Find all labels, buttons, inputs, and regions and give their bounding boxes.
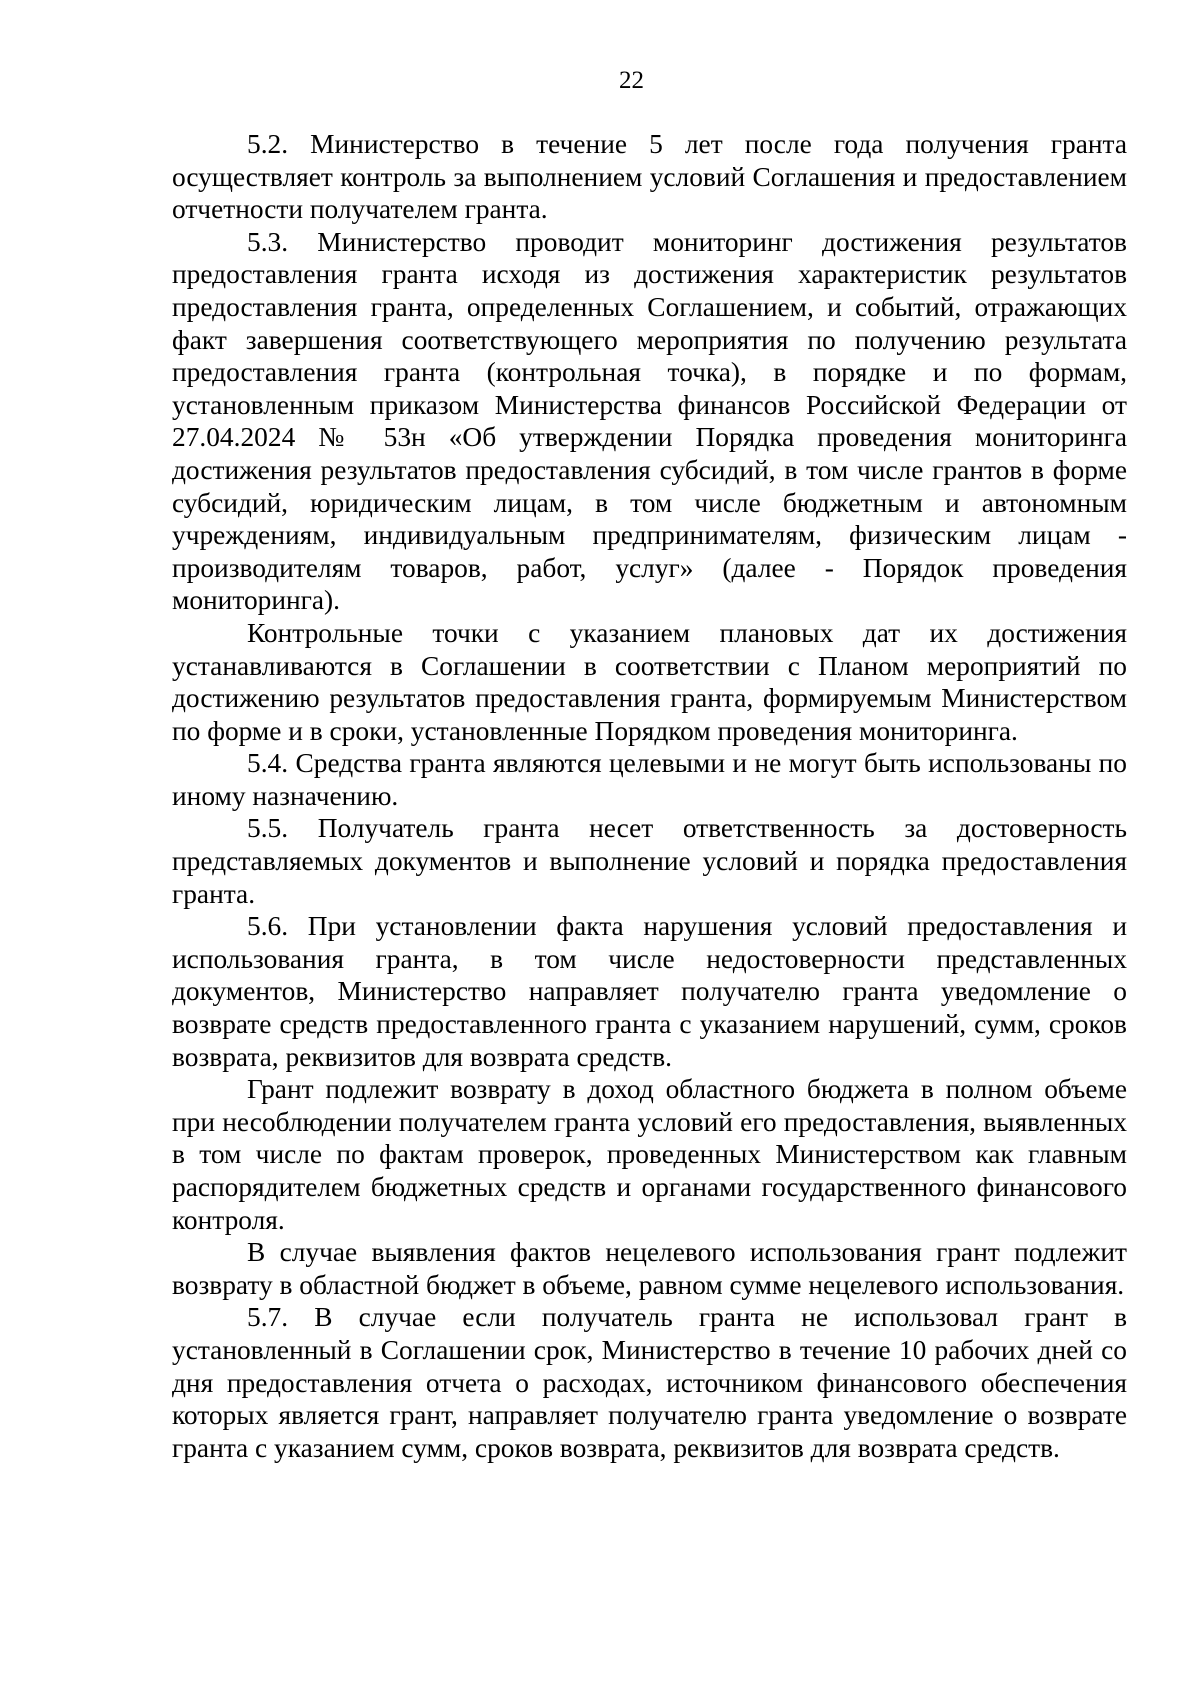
paragraph-5-6: 5.6. При установлении факта нарушения условий предоставления и использования гранта, в том числе недостоверности представленных документов, Министерство направляет получателю гранта уведомление о возврате средств предоставленного гранта с указанием нарушений, сумм, сроков возврата, реквизитов для возврата средств. xyxy=(172,911,1127,1072)
page-number: 22 xyxy=(619,67,644,94)
paragraph-5-4: 5.4. Средства гранта являются целевыми и не могут быть использованы по иному назначению. xyxy=(172,748,1127,811)
paragraph-5-7: 5.7. В случае если получатель гранта не использовал грант в установленный в Соглашении срок, Министерство в течение 10 рабочих дней со дня предоставления отчета о расходах, источником финансового обеспечения которых является грант, направляет получателю гранта уведомление о возврате гранта с указанием сумм, сроков возврата, реквизитов для возврата средств. xyxy=(172,1302,1127,1463)
paragraph-5-2: 5.2. Министерство в течение 5 лет после года получения гранта осуществляет контроль за выполнением условий Соглашения и предоставлением отчетности получателем гранта. xyxy=(172,129,1127,225)
paragraph-grant-return: Грант подлежит возврату в доход областного бюджета в полном объеме при несоблюдении получателем гранта условий его предоставления, выявленных в том числе по фактам проверок, проведенных Министерством как главным распорядителем бюджетных средств и органами государственного финансового контроля. xyxy=(172,1074,1127,1235)
paragraph-control-points: Контрольные точки с указанием плановых дат их достижения устанавливаются в Соглашении в соответствии с Планом мероприятий по достижению результатов предоставления гранта, формируемым Министерством по форме и в сроки, установленные Порядком проведения мониторинга. xyxy=(172,617,1127,746)
paragraph-5-3: 5.3. Министерство проводит мониторинг достижения результатов предоставления гранта исходя из достижения характеристик результатов предоставления гранта, определенных Соглашением, и событий, отражающих факт завершения соответствующего мероприятия по получению результата предоставления гранта (контрольная точка), в порядке и по формам, установленным приказом Министерства финансов Российской Федерации от 27.04.2024 № 53н «Об утверждении Порядка проведения мониторинга достижения результатов предоставления субсидий, в том числе грантов в форме субсидий, юридическим лицам, в том числе бюджетным и автономным учреждениям, индивидуальным предпринимателям, физическим лицам - производителям товаров, работ, услуг» (далее - Порядок проведения мониторинга). xyxy=(172,226,1127,616)
document-body xyxy=(172,128,1127,1464)
paragraph-5-5: 5.5. Получатель гранта несет ответственность за достоверность представляемых документов и выполнение условий и порядка предоставления гранта. xyxy=(172,813,1127,909)
paragraph-misuse: В случае выявления фактов нецелевого использования грант подлежит возврату в областной бюджет в объеме, равном сумме нецелевого использования. xyxy=(172,1237,1127,1300)
